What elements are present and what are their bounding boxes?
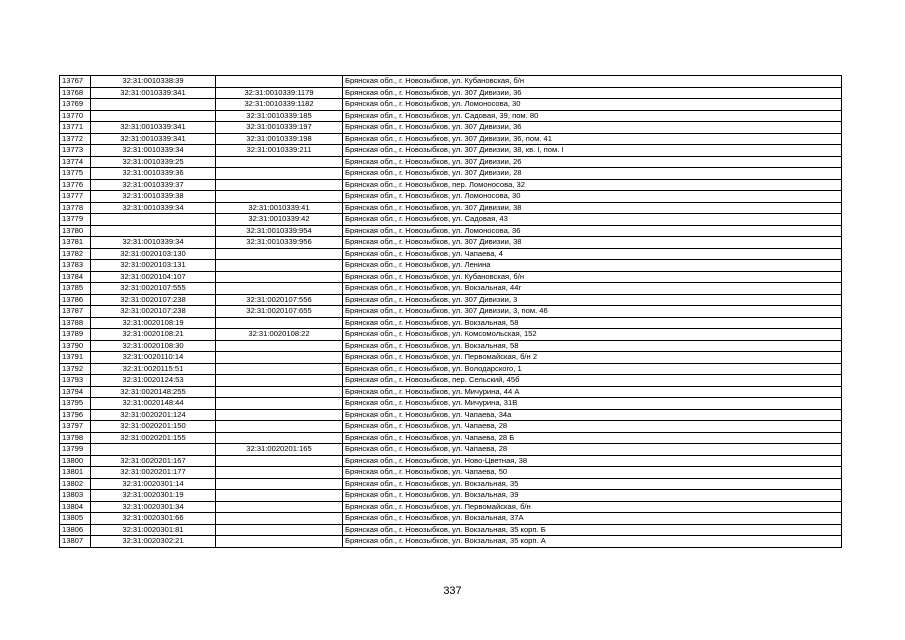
table-row [60, 237, 842, 249]
row-number-cell: 13796 [60, 409, 91, 421]
parcel-cadastral-number-cell: 32:31:0020110:14 [91, 352, 216, 364]
parcel-cadastral-number-cell: 32:31:0010338:39 [91, 76, 216, 88]
row-number-cell: 13779 [60, 214, 91, 226]
table-row [60, 375, 842, 387]
object-cadastral-number-cell [216, 409, 343, 421]
parcel-cadastral-number-cell: 32:31:0020201:150 [91, 421, 216, 433]
parcel-cadastral-number-cell: 32:31:0010339:38 [91, 191, 216, 203]
address-cell: Брянская обл., г. Новозыбков, ул. Вокзальная, 44г [343, 283, 842, 295]
parcel-cadastral-number-cell: 32:31:0020103:131 [91, 260, 216, 272]
table-row [60, 317, 842, 329]
object-cadastral-number-cell: 32:31:0020201:165 [216, 444, 343, 456]
object-cadastral-number-cell: 32:31:0020107:655 [216, 306, 343, 318]
object-cadastral-number-cell [216, 248, 343, 260]
object-cadastral-number-cell: 32:31:0010339:211 [216, 145, 343, 157]
parcel-cadastral-number-cell [91, 444, 216, 456]
property-register-table [59, 75, 842, 548]
row-number-cell: 13781 [60, 237, 91, 249]
table-row [60, 501, 842, 513]
row-number-cell: 13785 [60, 283, 91, 295]
table-row [60, 329, 842, 341]
object-cadastral-number-cell [216, 536, 343, 548]
object-cadastral-number-cell [216, 340, 343, 352]
row-number-cell: 13803 [60, 490, 91, 502]
row-number-cell: 13770 [60, 110, 91, 122]
object-cadastral-number-cell: 32:31:0010339:198 [216, 133, 343, 145]
address-cell: Брянская обл., г. Новозыбков, ул. Ломоносова, 30 [343, 191, 842, 203]
parcel-cadastral-number-cell: 32:31:0020104:107 [91, 271, 216, 283]
row-number-cell: 13769 [60, 99, 91, 111]
object-cadastral-number-cell [216, 478, 343, 490]
register-table-body [60, 76, 842, 548]
address-cell: Брянская обл., г. Новозыбков, ул. Чапаева, 4 [343, 248, 842, 260]
table-row [60, 490, 842, 502]
address-cell: Брянская обл., г. Новозыбков, ул. Вокзальная, 58 [343, 317, 842, 329]
table-row [60, 432, 842, 444]
table-row [60, 283, 842, 295]
address-cell: Брянская обл., г. Новозыбков, ул. 307 Дивизии, 36 [343, 122, 842, 134]
table-row [60, 352, 842, 364]
address-cell: Брянская обл., г. Новозыбков, ул. Вокзальная, 35 корп. А [343, 536, 842, 548]
object-cadastral-number-cell: 32:31:0010339:954 [216, 225, 343, 237]
parcel-cadastral-number-cell: 32:31:0020103:130 [91, 248, 216, 260]
parcel-cadastral-number-cell: 32:31:0010339:37 [91, 179, 216, 191]
row-number-cell: 13807 [60, 536, 91, 548]
table-row [60, 110, 842, 122]
address-cell: Брянская обл., г. Новозыбков, ул. Вокзальная, 35 [343, 478, 842, 490]
table-row [60, 179, 842, 191]
parcel-cadastral-number-cell: 32:31:0020107:238 [91, 306, 216, 318]
parcel-cadastral-number-cell: 32:31:0020148:44 [91, 398, 216, 410]
table-row [60, 536, 842, 548]
address-cell: Брянская обл., г. Новозыбков, ул. Чапаева, 34а [343, 409, 842, 421]
table-row [60, 168, 842, 180]
table-row [60, 214, 842, 226]
table-row [60, 122, 842, 134]
table-row [60, 478, 842, 490]
address-cell: Брянская обл., г. Новозыбков, ул. Кубановская, б/н [343, 76, 842, 88]
parcel-cadastral-number-cell: 32:31:0020108:21 [91, 329, 216, 341]
object-cadastral-number-cell [216, 398, 343, 410]
address-cell: Брянская обл., г. Новозыбков, ул. Ломоносова, 36 [343, 225, 842, 237]
row-number-cell: 13789 [60, 329, 91, 341]
table-row [60, 455, 842, 467]
row-number-cell: 13793 [60, 375, 91, 387]
object-cadastral-number-cell [216, 467, 343, 479]
object-cadastral-number-cell [216, 375, 343, 387]
parcel-cadastral-number-cell: 32:31:0020301:34 [91, 501, 216, 513]
row-number-cell: 13780 [60, 225, 91, 237]
table-row [60, 467, 842, 479]
object-cadastral-number-cell [216, 260, 343, 272]
object-cadastral-number-cell [216, 432, 343, 444]
address-cell: Брянская обл., г. Новозыбков, ул. 307 Дивизии, 36 [343, 87, 842, 99]
table-row [60, 409, 842, 421]
address-cell: Брянская обл., г. Новозыбков, ул. 307 Дивизии, 36, пом. 41 [343, 133, 842, 145]
address-cell: Брянская обл., г. Новозыбков, ул. Чапаева, 28 Б [343, 432, 842, 444]
row-number-cell: 13790 [60, 340, 91, 352]
object-cadastral-number-cell [216, 490, 343, 502]
object-cadastral-number-cell [216, 386, 343, 398]
parcel-cadastral-number-cell: 32:31:0020124:53 [91, 375, 216, 387]
object-cadastral-number-cell: 32:31:0020107:556 [216, 294, 343, 306]
row-number-cell: 13804 [60, 501, 91, 513]
object-cadastral-number-cell [216, 317, 343, 329]
parcel-cadastral-number-cell: 32:31:0010339:34 [91, 237, 216, 249]
parcel-cadastral-number-cell: 32:31:0020201:124 [91, 409, 216, 421]
row-number-cell: 13787 [60, 306, 91, 318]
address-cell: Брянская обл., г. Новозыбков, пер. Сельский, 45б [343, 375, 842, 387]
address-cell: Брянская обл., г. Новозыбков, ул. Ломоносова, 30 [343, 99, 842, 111]
parcel-cadastral-number-cell: 32:31:0020301:66 [91, 513, 216, 525]
parcel-cadastral-number-cell: 32:31:0010339:34 [91, 145, 216, 157]
address-cell: Брянская обл., г. Новозыбков, ул. 307 Дивизии, 26 [343, 156, 842, 168]
address-cell: Брянская обл., г. Новозыбков, ул. 307 Дивизии, 3, пом. 46 [343, 306, 842, 318]
address-cell: Брянская обл., г. Новозыбков, ул. Чапаева, 28 [343, 444, 842, 456]
parcel-cadastral-number-cell: 32:31:0020201:155 [91, 432, 216, 444]
object-cadastral-number-cell [216, 501, 343, 513]
row-number-cell: 13802 [60, 478, 91, 490]
row-number-cell: 13794 [60, 386, 91, 398]
table-row [60, 225, 842, 237]
address-cell: Брянская обл., г. Новозыбков, ул. Мичурина, 31В [343, 398, 842, 410]
object-cadastral-number-cell: 32:31:0010339:42 [216, 214, 343, 226]
address-cell: Брянская обл., г. Новозыбков, ул. Вокзальная, 58 [343, 340, 842, 352]
parcel-cadastral-number-cell: 32:31:0020301:14 [91, 478, 216, 490]
parcel-cadastral-number-cell: 32:31:0010339:341 [91, 122, 216, 134]
object-cadastral-number-cell [216, 168, 343, 180]
parcel-cadastral-number-cell: 32:31:0020108:19 [91, 317, 216, 329]
row-number-cell: 13778 [60, 202, 91, 214]
address-cell: Брянская обл., г. Новозыбков, ул. Кубановская, б/н [343, 271, 842, 283]
row-number-cell: 13774 [60, 156, 91, 168]
parcel-cadastral-number-cell: 32:31:0020108:30 [91, 340, 216, 352]
table-row [60, 524, 842, 536]
address-cell: Брянская обл., г. Новозыбков, ул. Ново-Цветная, 38 [343, 455, 842, 467]
parcel-cadastral-number-cell [91, 225, 216, 237]
row-number-cell: 13798 [60, 432, 91, 444]
table-row [60, 363, 842, 375]
row-number-cell: 13791 [60, 352, 91, 364]
address-cell: Брянская обл., г. Новозыбков, ул. Вокзальная, 39 [343, 490, 842, 502]
table-row [60, 99, 842, 111]
object-cadastral-number-cell [216, 421, 343, 433]
object-cadastral-number-cell [216, 76, 343, 88]
address-cell: Брянская обл., г. Новозыбков, ул. Чапаева, 50 [343, 467, 842, 479]
row-number-cell: 13777 [60, 191, 91, 203]
table-row [60, 76, 842, 88]
parcel-cadastral-number-cell: 32:31:0010339:36 [91, 168, 216, 180]
object-cadastral-number-cell: 32:31:0010339:41 [216, 202, 343, 214]
object-cadastral-number-cell [216, 191, 343, 203]
table-row [60, 340, 842, 352]
address-cell: Брянская обл., г. Новозыбков, ул. Садовая, 43 [343, 214, 842, 226]
table-row [60, 145, 842, 157]
row-number-cell: 13776 [60, 179, 91, 191]
address-cell: Брянская обл., г. Новозыбков, ул. Чапаева, 28 [343, 421, 842, 433]
table-row [60, 202, 842, 214]
table-row [60, 87, 842, 99]
address-cell: Брянская обл., г. Новозыбков, ул. 307 Дивизии, 3 [343, 294, 842, 306]
table-row [60, 444, 842, 456]
parcel-cadastral-number-cell: 32:31:0020107:555 [91, 283, 216, 295]
table-row [60, 386, 842, 398]
parcel-cadastral-number-cell: 32:31:0020148:255 [91, 386, 216, 398]
row-number-cell: 13772 [60, 133, 91, 145]
object-cadastral-number-cell [216, 455, 343, 467]
address-cell: Брянская обл., г. Новозыбков, ул. Первомайская, б/н 2 [343, 352, 842, 364]
row-number-cell: 13782 [60, 248, 91, 260]
row-number-cell: 13801 [60, 467, 91, 479]
table-row [60, 398, 842, 410]
parcel-cadastral-number-cell: 32:31:0020302:21 [91, 536, 216, 548]
table-row [60, 191, 842, 203]
address-cell: Брянская обл., г. Новозыбков, ул. Комсомольская, 152 [343, 329, 842, 341]
object-cadastral-number-cell: 32:31:0010339:956 [216, 237, 343, 249]
row-number-cell: 13783 [60, 260, 91, 272]
object-cadastral-number-cell: 32:31:0010339:185 [216, 110, 343, 122]
object-cadastral-number-cell [216, 283, 343, 295]
table-row [60, 306, 842, 318]
object-cadastral-number-cell [216, 513, 343, 525]
address-cell: Брянская обл., г. Новозыбков, ул. Вокзальная, 37А [343, 513, 842, 525]
row-number-cell: 13784 [60, 271, 91, 283]
table-row [60, 294, 842, 306]
address-cell: Брянская обл., г. Новозыбков, ул. Мичурина, 44 А [343, 386, 842, 398]
object-cadastral-number-cell: 32:31:0020108:22 [216, 329, 343, 341]
row-number-cell: 13799 [60, 444, 91, 456]
table-row [60, 156, 842, 168]
parcel-cadastral-number-cell: 32:31:0020201:167 [91, 455, 216, 467]
table-row [60, 271, 842, 283]
row-number-cell: 13795 [60, 398, 91, 410]
object-cadastral-number-cell [216, 179, 343, 191]
row-number-cell: 13800 [60, 455, 91, 467]
address-cell: Брянская обл., г. Новозыбков, ул. 307 Дивизии, 38 [343, 202, 842, 214]
row-number-cell: 13792 [60, 363, 91, 375]
parcel-cadastral-number-cell: 32:31:0010339:25 [91, 156, 216, 168]
object-cadastral-number-cell: 32:31:0010339:1179 [216, 87, 343, 99]
address-cell: Брянская обл., г. Новозыбков, ул. 307 Дивизии, 28 [343, 168, 842, 180]
address-cell: Брянская обл., г. Новозыбков, ул. 307 Дивизии, 38, кв. I, пом. I [343, 145, 842, 157]
parcel-cadastral-number-cell [91, 214, 216, 226]
table-row [60, 513, 842, 525]
object-cadastral-number-cell: 32:31:0010339:197 [216, 122, 343, 134]
object-cadastral-number-cell: 32:31:0010339:1182 [216, 99, 343, 111]
table-row [60, 248, 842, 260]
address-cell: Брянская обл., г. Новозыбков, ул. Первомайская, б/н [343, 501, 842, 513]
table-row [60, 421, 842, 433]
parcel-cadastral-number-cell [91, 99, 216, 111]
address-cell: Брянская обл., г. Новозыбков, пер. Ломоносова, 32 [343, 179, 842, 191]
address-cell: Брянская обл., г. Новозыбков, ул. 307 Дивизии, 38 [343, 237, 842, 249]
parcel-cadastral-number-cell: 32:31:0010339:34 [91, 202, 216, 214]
parcel-cadastral-number-cell: 32:31:0020115:51 [91, 363, 216, 375]
object-cadastral-number-cell [216, 363, 343, 375]
table-row [60, 260, 842, 272]
address-cell: Брянская обл., г. Новозыбков, ул. Володарского, 1 [343, 363, 842, 375]
table-row [60, 133, 842, 145]
row-number-cell: 13768 [60, 87, 91, 99]
row-number-cell: 13805 [60, 513, 91, 525]
parcel-cadastral-number-cell [91, 110, 216, 122]
parcel-cadastral-number-cell: 32:31:0020201:177 [91, 467, 216, 479]
parcel-cadastral-number-cell: 32:31:0020301:81 [91, 524, 216, 536]
row-number-cell: 13788 [60, 317, 91, 329]
row-number-cell: 13771 [60, 122, 91, 134]
parcel-cadastral-number-cell: 32:31:0010339:341 [91, 87, 216, 99]
address-cell: Брянская обл., г. Новозыбков, ул. Вокзальная, 35 корп. Б [343, 524, 842, 536]
object-cadastral-number-cell [216, 524, 343, 536]
row-number-cell: 13773 [60, 145, 91, 157]
row-number-cell: 13786 [60, 294, 91, 306]
row-number-cell: 13775 [60, 168, 91, 180]
object-cadastral-number-cell [216, 156, 343, 168]
parcel-cadastral-number-cell: 32:31:0020107:238 [91, 294, 216, 306]
object-cadastral-number-cell [216, 271, 343, 283]
parcel-cadastral-number-cell: 32:31:0020301:19 [91, 490, 216, 502]
row-number-cell: 13767 [60, 76, 91, 88]
object-cadastral-number-cell [216, 352, 343, 364]
row-number-cell: 13806 [60, 524, 91, 536]
row-number-cell: 13797 [60, 421, 91, 433]
parcel-cadastral-number-cell: 32:31:0010339:341 [91, 133, 216, 145]
address-cell: Брянская обл., г. Новозыбков, ул. Садовая, 39, пом. 80 [343, 110, 842, 122]
address-cell: Брянская обл., г. Новозыбков, ул. Ленина [343, 260, 842, 272]
page-number: 337 [443, 585, 462, 597]
